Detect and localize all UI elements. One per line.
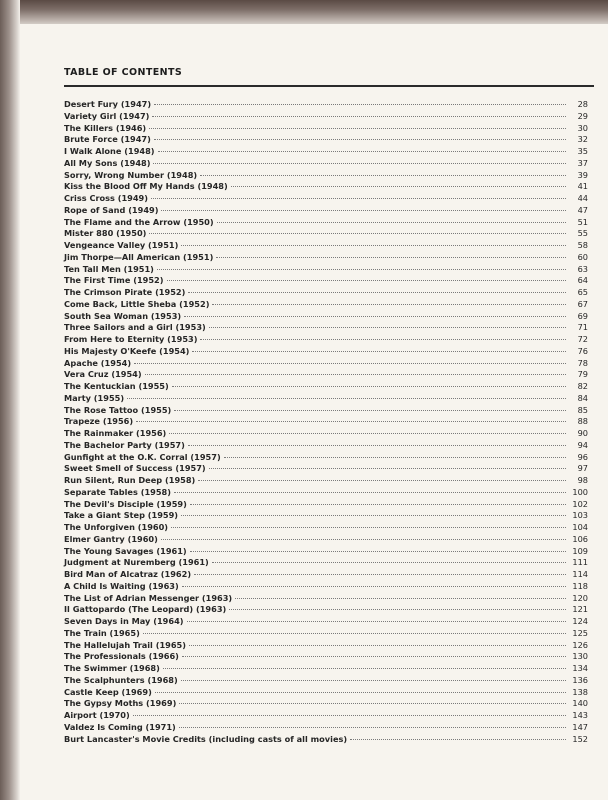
dot-leader xyxy=(229,609,566,610)
toc-entry-title: Valdez Is Coming (1971) xyxy=(64,721,176,732)
dot-leader xyxy=(171,527,566,528)
toc-entry xyxy=(64,581,588,593)
toc-entry-title: The Train (1965) xyxy=(64,627,140,638)
toc-entry xyxy=(64,487,588,499)
toc-entry xyxy=(64,640,588,652)
toc-entry xyxy=(64,604,588,616)
toc-entry-page: 58 xyxy=(577,240,588,250)
toc-entry xyxy=(64,111,588,123)
toc-entry xyxy=(64,158,588,170)
dot-leader xyxy=(212,304,566,305)
toc-entry-page: 78 xyxy=(577,357,588,368)
dot-leader xyxy=(209,327,566,328)
toc-entry-page: 90 xyxy=(577,428,588,438)
dot-leader xyxy=(133,715,566,716)
toc-entry-title: The Rose Tattoo (1955) xyxy=(64,404,172,415)
toc-entry-title: Ten Tall Men (1951) xyxy=(64,263,154,274)
dot-leader xyxy=(198,480,566,481)
toc-entry-title: Trapeze (1956) xyxy=(64,416,134,427)
toc-entry-page: 76 xyxy=(577,345,588,356)
toc-entry xyxy=(64,381,588,393)
toc-entry-title: The First Time (1952) xyxy=(64,275,164,286)
toc-entry xyxy=(64,275,588,287)
toc-entry-title: The List of Adrian Messenger (1963) xyxy=(64,592,233,603)
toc-entry-page: 96 xyxy=(577,451,588,462)
toc-entry-title: Criss Cross (1949) xyxy=(64,193,148,203)
toc-entry-page: 147 xyxy=(572,721,588,732)
dot-leader xyxy=(174,492,566,493)
toc-entry xyxy=(64,628,588,640)
toc-entry-title: Separate Tables (1958) xyxy=(64,486,171,497)
toc-entry-page: 60 xyxy=(577,251,588,262)
toc-entry xyxy=(64,663,588,675)
toc-entry-title: Airport (1970) xyxy=(64,710,130,720)
page-sheet xyxy=(20,24,608,800)
toc-entry-page: 51 xyxy=(577,216,588,227)
toc-entry xyxy=(64,710,588,722)
toc-entry xyxy=(64,134,588,146)
dot-leader xyxy=(217,222,566,223)
toc-entry-title: Come Back, Little Sheba (1952) xyxy=(64,298,210,309)
toc-entry-page: 103 xyxy=(572,510,588,521)
dot-leader xyxy=(224,457,566,458)
toc-entry-page: 136 xyxy=(572,674,588,685)
dot-leader xyxy=(154,139,566,140)
toc-entry-page: 65 xyxy=(577,287,588,297)
book-spine-shadow xyxy=(0,0,20,800)
toc-list xyxy=(64,99,588,745)
heading-rule xyxy=(64,85,594,87)
toc-entry-title: All My Sons (1948) xyxy=(64,157,151,168)
toc-entry-title: Burt Lancaster's Movie Credits (including casts of all movies) xyxy=(64,733,348,744)
dot-leader xyxy=(149,233,566,234)
dot-leader xyxy=(136,421,566,422)
toc-entry-title: The Crimson Pirate (1952) xyxy=(64,287,186,297)
toc-entry-title: Brute Force (1947) xyxy=(64,134,151,145)
toc-entry-page: 94 xyxy=(577,439,588,450)
dot-leader xyxy=(200,175,566,176)
toc-entry-page: 98 xyxy=(577,475,588,485)
dot-leader xyxy=(169,433,566,434)
toc-entry xyxy=(64,651,588,663)
toc-entry-page: 64 xyxy=(577,275,588,286)
dot-leader xyxy=(212,562,566,563)
dot-leader xyxy=(154,104,566,105)
dot-leader xyxy=(161,210,566,211)
toc-entry-page: 114 xyxy=(572,569,588,579)
toc-entry-page: 140 xyxy=(572,698,588,709)
toc-entry xyxy=(64,463,588,475)
toc-entry-title: Run Silent, Run Deep (1958) xyxy=(64,475,196,485)
dot-leader xyxy=(179,727,566,728)
dot-leader xyxy=(190,504,566,505)
toc-entry-title: The Killers (1946) xyxy=(64,122,147,133)
toc-entry xyxy=(64,522,588,534)
dot-leader xyxy=(157,269,566,270)
dot-leader xyxy=(149,128,566,129)
toc-entry xyxy=(64,534,588,546)
toc-entry-title: Gunfight at the O.K. Corral (1957) xyxy=(64,451,221,462)
toc-entry xyxy=(64,346,588,358)
toc-entry xyxy=(64,264,588,276)
toc-entry-title: Castle Keep (1969) xyxy=(64,686,152,697)
toc-entry xyxy=(64,722,588,734)
toc-entry-title: Marty (1955) xyxy=(64,392,125,403)
toc-entry-title: Mister 880 (1950) xyxy=(64,228,147,239)
toc-entry-title: Desert Fury (1947) xyxy=(64,99,152,109)
toc-entry xyxy=(64,734,588,746)
dot-leader xyxy=(167,280,567,281)
toc-entry-page: 30 xyxy=(577,122,588,133)
toc-entry-title: South Sea Woman (1953) xyxy=(64,310,182,321)
toc-entry xyxy=(64,616,588,628)
dot-leader xyxy=(188,292,566,293)
dot-leader xyxy=(182,586,566,587)
toc-entry xyxy=(64,146,588,158)
dot-leader xyxy=(235,598,566,599)
toc-entry-page: 118 xyxy=(572,580,588,591)
toc-entry xyxy=(64,369,588,381)
toc-entry xyxy=(64,475,588,487)
toc-entry-page: 71 xyxy=(577,322,588,333)
toc-entry-page: 102 xyxy=(572,498,588,509)
toc-entry-page: 67 xyxy=(577,298,588,309)
dot-leader xyxy=(158,151,566,152)
toc-entry-page: 143 xyxy=(572,710,588,720)
dot-leader xyxy=(155,692,566,693)
toc-entry xyxy=(64,181,588,193)
toc-entry-title: Seven Days in May (1964) xyxy=(64,616,184,626)
dot-leader xyxy=(231,186,566,187)
toc-entry-title: The Young Savages (1961) xyxy=(64,545,187,556)
toc-entry xyxy=(64,569,588,581)
toc-entry-page: 41 xyxy=(577,181,588,192)
toc-entry xyxy=(64,546,588,558)
dot-leader xyxy=(189,645,566,646)
dot-leader xyxy=(194,574,566,575)
toc-entry-page: 69 xyxy=(577,310,588,321)
toc-entry xyxy=(64,499,588,511)
toc-entry xyxy=(64,698,588,710)
toc-entry-title: The Kentuckian (1955) xyxy=(64,381,169,391)
toc-entry-page: 111 xyxy=(572,557,588,568)
toc-entry-title: Sweet Smell of Success (1957) xyxy=(64,463,206,474)
dot-leader xyxy=(190,551,566,552)
dot-leader xyxy=(192,351,566,352)
toc-entry-page: 29 xyxy=(577,110,588,121)
toc-entry-title: Sorry, Wrong Number (1948) xyxy=(64,169,198,180)
toc-entry xyxy=(64,193,588,205)
toc-entry-title: The Unforgiven (1960) xyxy=(64,522,169,532)
dot-leader xyxy=(187,621,566,622)
toc-entry-page: 126 xyxy=(572,639,588,650)
toc-entry-title: The Swimmer (1968) xyxy=(64,663,160,673)
toc-entry-page: 84 xyxy=(577,392,588,403)
toc-entry-page: 44 xyxy=(577,193,588,203)
dot-leader xyxy=(163,668,566,669)
toc-entry-title: The Professionals (1966) xyxy=(64,651,179,662)
toc-entry-title: From Here to Eternity (1953) xyxy=(64,334,198,344)
dot-leader xyxy=(145,374,566,375)
dot-leader xyxy=(134,363,566,364)
toc-entry-title: The Rainmaker (1956) xyxy=(64,428,167,438)
dot-leader xyxy=(216,257,566,258)
toc-entry xyxy=(64,228,588,240)
toc-entry xyxy=(64,99,588,111)
toc-entry-page: 63 xyxy=(577,263,588,274)
dot-leader xyxy=(188,445,566,446)
toc-entry-page: 100 xyxy=(572,486,588,497)
toc-entry xyxy=(64,416,588,428)
toc-entry-page: 39 xyxy=(577,169,588,180)
toc-entry-title: Three Sailors and a Girl (1953) xyxy=(64,322,206,333)
toc-entry-page: 79 xyxy=(577,369,588,380)
toc-entry xyxy=(64,322,588,334)
toc-entry xyxy=(64,299,588,311)
toc-entry-page: 72 xyxy=(577,334,588,344)
toc-entry xyxy=(64,687,588,699)
toc-entry-page: 138 xyxy=(572,686,588,697)
dot-leader xyxy=(209,468,566,469)
dot-leader xyxy=(143,633,566,634)
toc-entry-title: Bird Man of Alcatraz (1962) xyxy=(64,569,192,579)
toc-entry-page: 35 xyxy=(577,146,588,156)
toc-entry-title: A Child Is Waiting (1963) xyxy=(64,580,179,591)
toc-entry-title: Elmer Gantry (1960) xyxy=(64,533,158,544)
toc-entry-title: Rope of Sand (1949) xyxy=(64,204,159,215)
toc-entry xyxy=(64,675,588,687)
toc-entry-page: 130 xyxy=(572,651,588,662)
toc-entry xyxy=(64,123,588,135)
toc-entry-title: The Scalphunters (1968) xyxy=(64,674,178,685)
toc-entry-page: 28 xyxy=(577,99,588,109)
toc-entry-title: The Gypsy Moths (1969) xyxy=(64,698,177,709)
toc-entry xyxy=(64,593,588,605)
toc-entry-page: 124 xyxy=(572,616,588,626)
toc-entry-title: Vera Cruz (1954) xyxy=(64,369,142,380)
toc-entry-page: 104 xyxy=(572,522,588,532)
toc-entry xyxy=(64,452,588,464)
toc-entry xyxy=(64,510,588,522)
toc-entry xyxy=(64,252,588,264)
toc-entry xyxy=(64,287,588,299)
dot-leader xyxy=(182,656,566,657)
toc-entry-page: 125 xyxy=(572,627,588,638)
toc-entry-title: Take a Giant Step (1959) xyxy=(64,510,179,521)
dot-leader xyxy=(174,410,566,411)
toc-entry-page: 88 xyxy=(577,416,588,427)
toc-entry xyxy=(64,334,588,346)
toc-entry-page: 85 xyxy=(577,404,588,415)
toc-entry-page: 106 xyxy=(572,533,588,544)
toc-entry xyxy=(64,205,588,217)
dot-leader xyxy=(200,339,566,340)
toc-entry-page: 82 xyxy=(577,381,588,391)
toc-entry-title: Jim Thorpe—All American (1951) xyxy=(64,251,214,262)
toc-entry-page: 32 xyxy=(577,134,588,145)
toc-entry-title: Il Gattopardo (The Leopard) (1963) xyxy=(64,604,227,615)
toc-entry xyxy=(64,217,588,229)
toc-entry xyxy=(64,358,588,370)
dot-leader xyxy=(181,515,566,516)
dot-leader xyxy=(179,703,566,704)
dot-leader xyxy=(153,163,566,164)
toc-entry-title: His Majesty O'Keefe (1954) xyxy=(64,345,190,356)
toc-entry-title: Apache (1954) xyxy=(64,357,132,368)
toc-entry xyxy=(64,557,588,569)
toc-entry-title: Kiss the Blood Off My Hands (1948) xyxy=(64,181,228,192)
dot-leader xyxy=(172,386,566,387)
toc-entry-page: 120 xyxy=(572,592,588,603)
dot-leader xyxy=(152,116,566,117)
toc-entry-title: I Walk Alone (1948) xyxy=(64,146,155,156)
toc-entry-title: The Bachelor Party (1957) xyxy=(64,439,185,450)
toc-entry xyxy=(64,440,588,452)
dot-leader xyxy=(350,739,566,740)
dot-leader xyxy=(151,198,566,199)
dot-leader xyxy=(181,680,566,681)
toc-entry xyxy=(64,428,588,440)
toc-entry-page: 97 xyxy=(577,463,588,474)
toc-entry-page: 152 xyxy=(572,733,588,744)
dot-leader xyxy=(161,539,566,540)
toc-entry-page: 55 xyxy=(577,228,588,239)
dot-leader xyxy=(184,316,566,317)
toc-entry-title: The Hallelujah Trail (1965) xyxy=(64,639,186,650)
toc-entry xyxy=(64,311,588,323)
toc-entry-page: 109 xyxy=(572,545,588,556)
toc-entry-title: The Devil's Disciple (1959) xyxy=(64,498,187,509)
toc-heading: TABLE OF CONTENTS xyxy=(64,67,183,78)
toc-entry-page: 47 xyxy=(577,204,588,215)
dot-leader xyxy=(127,398,566,399)
toc-entry-page: 37 xyxy=(577,157,588,168)
toc-entry-title: Variety Girl (1947) xyxy=(64,110,150,121)
toc-entry-page: 121 xyxy=(572,604,588,615)
toc-entry-title: The Flame and the Arrow (1950) xyxy=(64,216,214,227)
toc-entry xyxy=(64,240,588,252)
dot-leader xyxy=(181,245,566,246)
toc-entry-title: Vengeance Valley (1951) xyxy=(64,240,179,250)
toc-entry xyxy=(64,405,588,417)
toc-entry xyxy=(64,170,588,182)
toc-entry-title: Judgment at Nuremberg (1961) xyxy=(64,557,209,568)
toc-entry-page: 134 xyxy=(572,663,588,673)
toc-entry xyxy=(64,393,588,405)
